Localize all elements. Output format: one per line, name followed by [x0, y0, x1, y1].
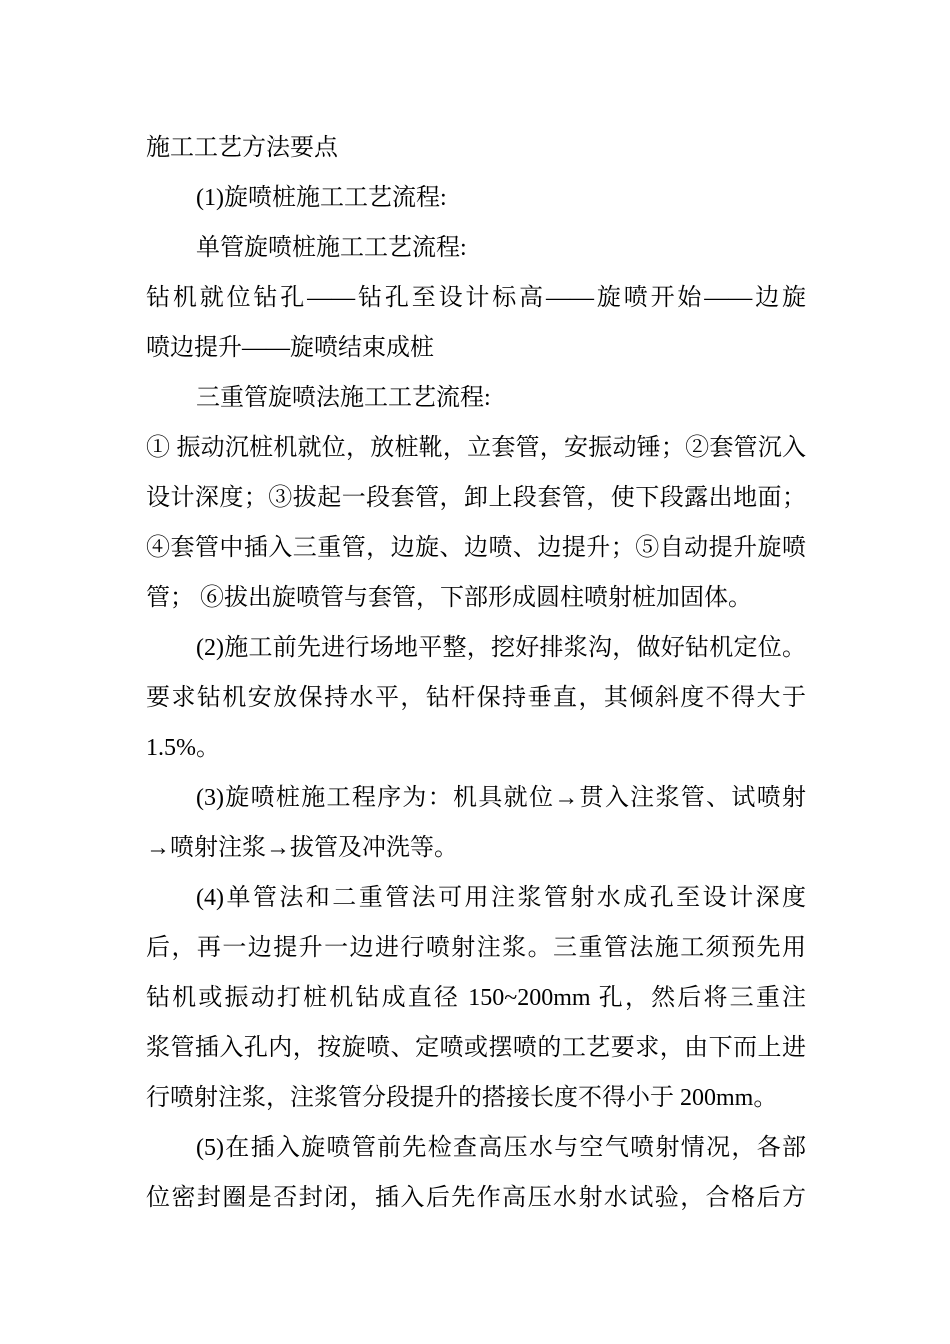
- paragraph-line: →喷射注浆→拔管及冲洗等。: [146, 835, 458, 861]
- paragraph-line: (4)单管法和二重管法可用注浆管射水成孔至设计深度: [196, 885, 806, 911]
- paragraph-line: (2)施工前先进行场地平整，挖好排浆沟，做好钻机定位。: [196, 635, 806, 661]
- paragraph-line: 1.5%。: [146, 735, 220, 761]
- paragraph-line: 行喷射注浆，注浆管分段提升的搭接长度不得小于 200mm。: [146, 1085, 778, 1111]
- paragraph-line: ④套管中插入三重管，边旋、边喷、边提升；⑤自动提升旋喷: [146, 535, 806, 561]
- paragraph-line: 设计深度；③拔起一段套管，卸上段套管，使下段露出地面；: [146, 485, 806, 511]
- paragraph-line: (1)旋喷桩施工工艺流程:: [196, 185, 447, 211]
- paragraph-line: 单管旋喷桩施工工艺流程:: [196, 235, 467, 261]
- section-heading: 施工工艺方法要点: [146, 135, 338, 161]
- paragraph-line: ① 振动沉桩机就位，放桩靴，立套管，安振动锤；②套管沉入: [146, 435, 806, 461]
- paragraph-line: 浆管插入孔内，按旋喷、定喷或摆喷的工艺要求，由下而上进: [146, 1035, 806, 1061]
- paragraph-line: 位密封圈是否封闭，插入后先作高压水射水试验，合格后方: [146, 1185, 806, 1211]
- paragraph-line: 钻机就位钻孔——钻孔至设计标高——旋喷开始——边旋: [146, 285, 806, 311]
- paragraph-line: 钻机或振动打桩机钻成直径 150~200mm 孔，然后将三重注: [146, 985, 806, 1011]
- paragraph-line: 管； ⑥拔出旋喷管与套管，下部形成圆柱喷射桩加固体。: [146, 585, 752, 611]
- paragraph-line: 三重管旋喷法施工工艺流程:: [196, 385, 491, 411]
- paragraph-line: (3)旋喷桩施工程序为：机具就位→贯入注浆管、试喷射: [196, 785, 806, 811]
- paragraph-line: 后，再一边提升一边进行喷射注浆。三重管法施工须预先用: [146, 935, 806, 961]
- paragraph-line: 喷边提升——旋喷结束成桩: [146, 335, 434, 361]
- paragraph-line: 要求钻机安放保持水平，钻杆保持垂直，其倾斜度不得大于: [146, 685, 806, 711]
- paragraph-line: (5)在插入旋喷管前先检查高压水与空气喷射情况，各部: [196, 1135, 806, 1161]
